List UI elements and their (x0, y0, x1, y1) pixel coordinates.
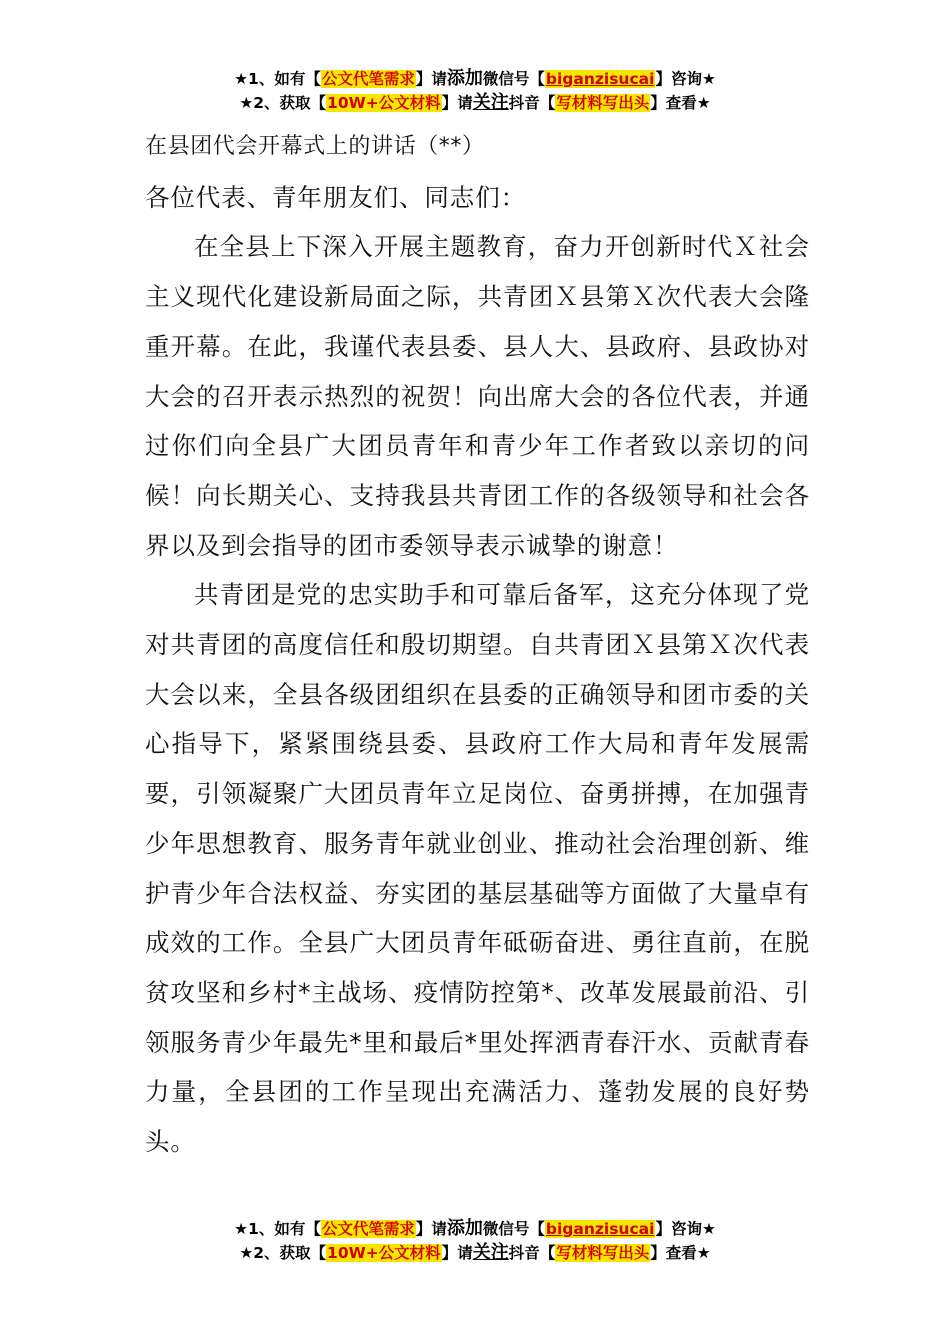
wechat-id: biganzisucai (545, 1220, 655, 1238)
douyin-account: 写材料写出头 (556, 94, 650, 112)
banner-line-1: ★1、如有【公文代笔需求】请添加微信号【biganzisucai】咨询★ (234, 68, 716, 89)
highlight-materials: 10W+公文材料 (327, 94, 441, 112)
star-icon: ★ (701, 1220, 716, 1238)
star-icon: ★ (701, 70, 716, 88)
wechat-id: biganzisucai (545, 70, 655, 88)
header-banner (0, 67, 950, 115)
footer-banner (0, 1217, 950, 1265)
paragraph: 在全县上下深入开展主题教育，奋力开创新时代Ｘ社会主义现代化建设新局面之际，共青团Ｘ县第Ｘ次代表大会隆重开幕。在此，我谨代表县委、县人大、县政府、县政协对大会的召开表示热烈的祝贺！向出席大会的各位代表，并通过你们向全县广大团员青年和青少年工作者致以亲切的问候！向长期关心、支持我县共青团工作的各级领导和社会各界以及到会指导的团市委领导表示诚挚的谢意！ (145, 232, 810, 560)
banner-line-1: ★1、如有【公文代笔需求】请添加微信号【biganzisucai】咨询★ (234, 1218, 716, 1239)
banner-line-2: ★2、获取【10W+公文材料】请关注抖音【写材料写出头】查看★ (239, 92, 711, 113)
highlight-service: 公文代笔需求 (321, 1220, 415, 1238)
salutation: 各位代表、青年朋友们、同志们： (145, 182, 526, 212)
star-icon: ★ (239, 1244, 254, 1262)
banner-line-2: ★2、获取【10W+公文材料】请关注抖音【写材料写出头】查看★ (239, 1242, 711, 1263)
star-icon: ★ (696, 94, 711, 112)
star-icon: ★ (239, 94, 254, 112)
document-title: 在县团代会开幕式上的讲话（**） (145, 134, 485, 159)
star-icon: ★ (696, 1244, 711, 1262)
highlight-materials: 10W+公文材料 (327, 1244, 441, 1262)
paragraph: 共青团是党的忠实助手和可靠后备军，这充分体现了党对共青团的高度信任和殷切期望。自共青团Ｘ县第Ｘ次代表大会以来，全县各级团组织在县委的正确领导和团市委的关心指导下，紧紧围绕县委、县政府工作大局和青年发展需要，引领凝聚广大团员青年立足岗位、奋勇拼搏，在加强青少年思想教育、服务青年就业创业、推动社会治理创新、维护青少年合法权益、夯实团的基层基础等方面做了大量卓有成效的工作。全县广大团员青年砥砺奋进、勇往直前，在脱贫攻坚和乡村*主战场、疫情防控第*、改革发展最前沿、引领服务青少年最先*里和最后*里处挥洒青春汗水、贡献青春力量，全县团的工作呈现出充满活力、蓬勃发展的良好势头。 (145, 580, 810, 1157)
douyin-account: 写材料写出头 (556, 1244, 650, 1262)
document-body (145, 122, 810, 1167)
highlight-service: 公文代笔需求 (321, 70, 415, 88)
star-icon: ★ (234, 1220, 249, 1238)
star-icon: ★ (234, 70, 249, 88)
